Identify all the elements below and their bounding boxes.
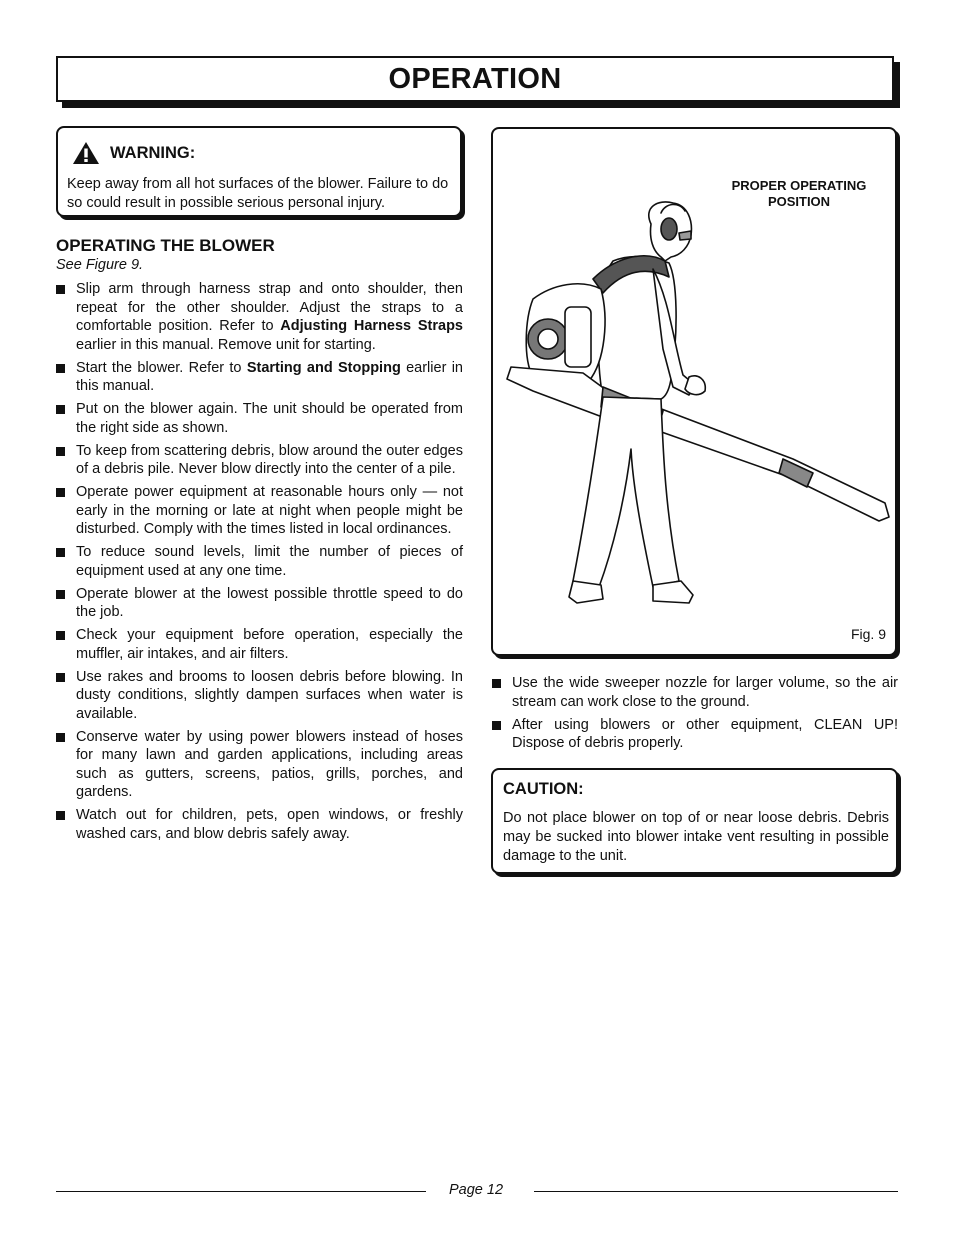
additional-instructions-list [492,674,898,757]
list-item [492,674,898,711]
list-item [56,728,463,802]
warning-header [72,141,195,165]
list-item [56,483,463,539]
figure-9-box [491,127,897,656]
bullet-square-icon [56,733,65,742]
figure-caption [729,178,869,210]
bullet-square-icon [56,364,65,373]
bullet-square-icon [56,405,65,414]
list-item [56,806,463,843]
list-item-text: Operate power equipment at reasonable hours only — not early in the morning or late at night when people might be disturbed. Comply with the times listed in local ordinances. [76,484,463,537]
section-heading: OPERATING THE BLOWER [56,236,275,255]
figure-number: Fig. 9 [850,626,886,642]
page-title-bar [56,56,894,102]
list-item [56,442,463,479]
footer-rule-right [534,1191,898,1192]
list-item-text: Use the wide sweeper nozzle for larger volume, so the air stream can work close to the ground. [512,675,898,710]
bullet-square-icon [56,811,65,820]
list-item-text: Slip arm through harness strap and onto shoulder, then repeat for the other shoulder. Adjust the straps to a comfortable position. Refer to [76,281,463,334]
list-item [56,626,463,663]
list-item-text-end: earlier in this manual. [76,359,463,394]
bullet-square-icon [56,590,65,599]
figure-caption-line-1: PROPER OPERATING [731,178,867,193]
bullet-square-icon [492,679,501,688]
list-item-reference: Adjusting Harness Straps [280,318,463,334]
warning-label: WARNING: [110,143,196,162]
bullet-square-icon [56,447,65,456]
bullet-square-icon [56,631,65,640]
bullet-square-icon [492,721,501,730]
list-item [56,359,463,396]
warning-text: Keep away from all hot surfaces of the blower. Failure to do so could result in possible serious personal injury. [67,176,449,211]
list-item [56,585,463,622]
bullet-square-icon [56,488,65,497]
list-item-text: After using blowers or other equipment, CLEAN UP! Dispose of debris properly. [512,716,898,751]
list-item-text: Watch out for children, pets, open windows, or freshly washed cars, and blow debris safely away. [76,807,463,842]
list-item [56,280,463,354]
list-item [56,668,463,724]
caution-box [491,768,898,874]
list-item-text: To reduce sound levels, limit the number of pieces of equipment used at any one time. [76,544,463,579]
bullet-square-icon [56,673,65,682]
list-item-reference: Starting and Stopping [246,359,401,376]
warning-triangle-icon [72,141,100,165]
page-title: OPERATION [388,62,562,95]
list-item-text: Operate blower at the lowest possible throttle speed to do the job. [76,585,463,620]
list-item-text: Put on the blower again. The unit should be operated from the right side as shown. [76,401,463,436]
list-item-text: Check your equipment before operation, especially the muffler, air intakes, and air filters. [76,627,463,662]
caution-label: CAUTION: [503,780,584,798]
list-item [56,543,463,580]
footer-rule-left [56,1191,426,1192]
list-item-text: Conserve water by using power blowers instead of hoses for many lawn and garden applications, including areas such as gutters, screens, patios, grills, porches, and gardens. [76,728,463,800]
list-item-text: Start the blower. Refer to [76,359,247,376]
list-item-text: To keep from scattering debris, blow around the outer edges of a debris pile. Never blow directly into the center of a pile. [76,442,463,477]
figure-reference: See Figure 9. [56,257,144,273]
list-item-text: Use rakes and brooms to loosen debris before blowing. In dusty conditions, slightly dampen surfaces when water is available. [76,668,463,722]
list-item [56,400,463,437]
warning-box [56,126,462,217]
bullet-square-icon [56,548,65,557]
list-item [492,716,898,753]
caution-text: Do not place blower on top of or near loose debris. Debris may be sucked into blower intake vent resulting in possible damage to the unit. [503,810,889,864]
page-number: Page 12 [449,1182,504,1198]
figure-caption-line-2: POSITION [767,194,831,209]
bullet-square-icon [56,285,65,294]
list-item-text-end: earlier in this manual. Remove unit for starting. [76,336,376,353]
operating-instructions-list [56,280,463,848]
